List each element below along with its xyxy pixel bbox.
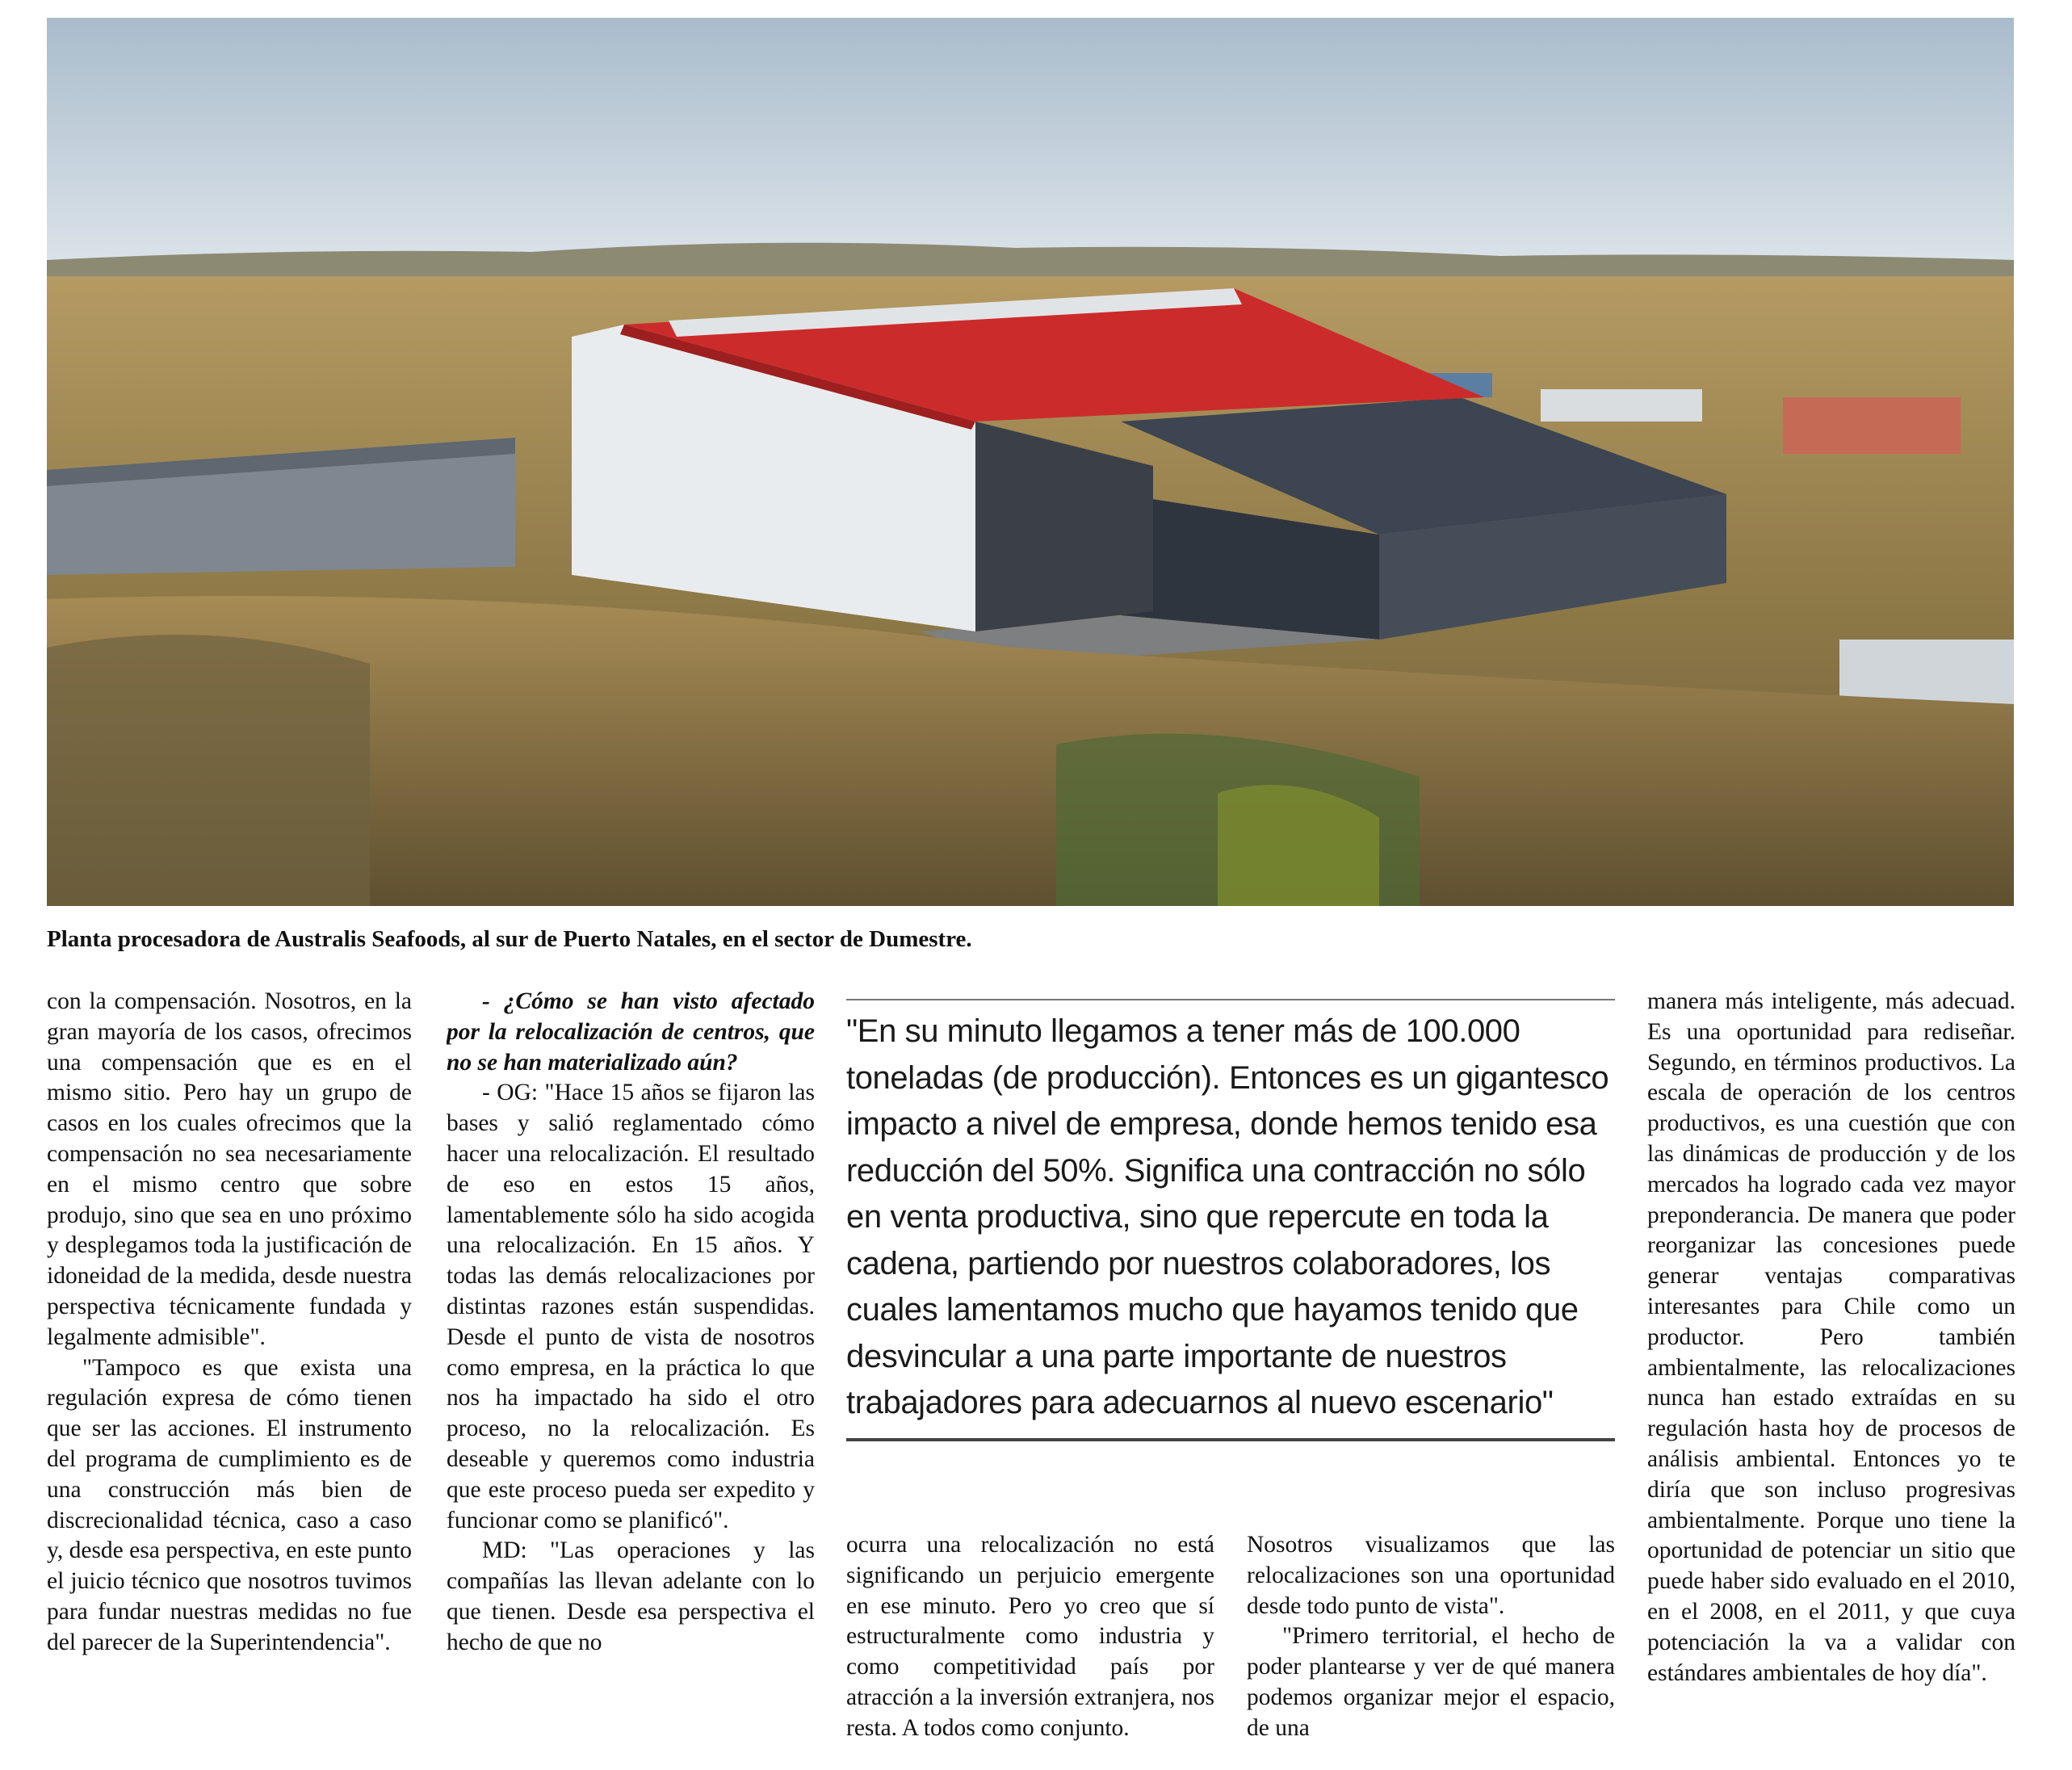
paragraph: MD: "Las operaciones y las compañías las llevan adelante con lo que tienen. Desde esa perspectiva el hecho de que no xyxy=(447,1537,815,1655)
paragraph: ocurra una relocalización no está significando un perjuicio emergente en ese minuto. Pero yo creo que sí estructuralmente como industria y como competitividad país por atracción a la inversión extranjera, nos resta. A todos como conjunto. xyxy=(846,1532,1214,1741)
paragraph: Nosotros visualizamos que las relocalizaciones son una oportunidad desde todo punto de vista". xyxy=(1247,1532,1615,1619)
paragraph: "Primero territorial, el hecho de poder plantearse y ver de qué manera podemos organizar mejor el espacio, de una xyxy=(1247,1623,1615,1741)
article-column-1 xyxy=(47,987,412,1767)
pull-quote xyxy=(846,999,1615,1441)
factory-photo xyxy=(47,18,2014,906)
photo-caption: Planta procesadora de Australis Seafoods, al sur de Puerto Natales, en el sector de Dumestre. xyxy=(47,926,972,952)
article-column-4 xyxy=(1247,1530,1615,1767)
paragraph: "Tampoco es que exista una regulación expresa de cómo tienen que ser las acciones. El instrumento del programa de cumplimiento es de una construcción más bien de discrecionalidad técnica, caso a caso y, desde esa perspectiva, en este punto el juicio técnico que nosotros tuvimos para fundar nuestras medidas no fue del parecer de la Superintendencia". xyxy=(47,1354,412,1655)
article-column-5 xyxy=(1647,987,2015,1767)
article-column-2 xyxy=(447,987,815,1767)
paragraph: manera más inteligente, más adecuad. Es una oportunidad para rediseñar. Segundo, en términos productivos. La escala de operación de los centros productivos, es una cuestión que con las dinámicas de producción y de los mercados ha logrado cada vez mayor preponderancia. De manera que poder reorganizar las concesiones puede generar ventajas comparativas interesantes para Chile como un productor. Pero también ambientalmente, las relocalizaciones nunca han estado extraídas en su regulación hasta hoy de procesos de análisis ambiental. Entonces yo te diría que son incluso progresivas ambientalmente. Porque uno tiene la oportunidad de potenciar un sitio que puede haber sido evaluado en el 2010, en el 2008, en el 2011, y que cuya potenciación la va a validar con estándares ambientales de hoy día". xyxy=(1647,988,2015,1686)
article-column-3 xyxy=(846,1530,1214,1767)
factory-photo-icon xyxy=(47,18,2014,906)
paragraph: - OG: "Hace 15 años se fijaron las bases y salió reglamentado cómo hacer una relocalización. El resultado de eso en estos 15 años, lamentablemente sólo ha sido acogida una relocalización. En 15 años. Y todas las demás relocalizaciones por distintas razones están suspendidas. Desde el punto de vista de nosotros como empresa, en la práctica lo que nos ha impactado ha sido el otro proceso, no la relocalización. Es deseable y queremos como industria que este proceso pueda ser expedito y funcionar como se planificó". xyxy=(447,1080,815,1533)
paragraph: con la compensación. Nosotros, en la gran mayoría de los casos, ofrecimos una compensación que es en el mismo sitio. Pero hay un grupo de casos en los cuales ofrecimos que la compensación no sea necesariamente en el mismo centro que sobre produjo, sino que sea en uno próximo y desplegamos toda la justificación de idoneidad de la medida, desde nuestra perspectiva técnicamente fundada y legalmente admisible". xyxy=(47,988,412,1350)
pull-quote-text: "En su minuto llegamos a tener más de 100.000 toneladas (de producción). Entonces es un gigantesco impacto a nivel de empresa, donde hemos tenido esa reducción del 50%. Significa una contracción no sólo en venta productiva, sino que repercute en toda la cadena, partiendo por nuestros colaboradores, los cuales lamentamos mucho que hayamos tenido que desvincular a una parte importante de nuestros trabajadores para adecuarnos al nuevo escenario" xyxy=(846,1013,1609,1420)
interview-question: - ¿Cómo se han visto afectado por la relocalización de centros, que no se han materializado aún? xyxy=(447,988,815,1076)
